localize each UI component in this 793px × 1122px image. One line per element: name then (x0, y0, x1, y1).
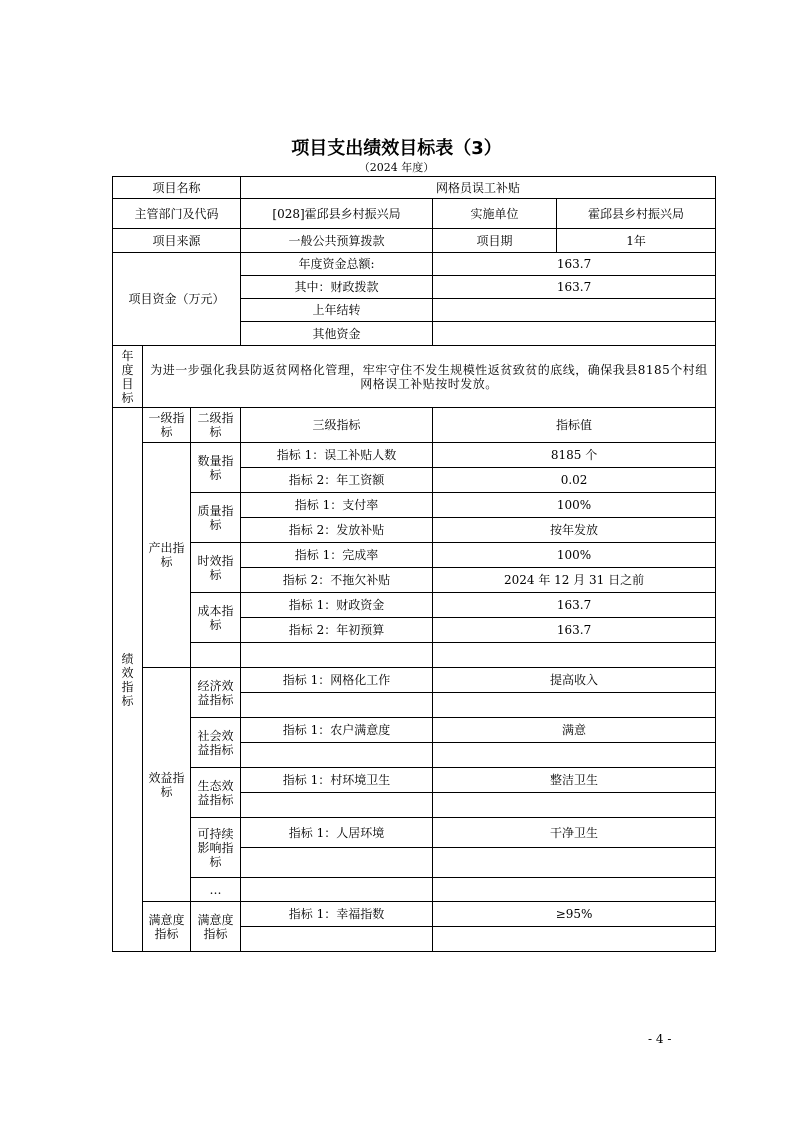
goal-label: 年度目标 (113, 346, 143, 408)
indicator-name: 指标 2：年工资额 (241, 468, 433, 493)
indicator-value: 8185 个 (433, 443, 716, 468)
indicator-value: 100% (433, 493, 716, 518)
indicator-value: 0.02 (433, 468, 716, 493)
indicator-name: 指标 1：人居环境 (241, 818, 433, 848)
source-value: 一般公共预算拨款 (241, 229, 433, 253)
output-label: 产出指标 (143, 443, 191, 668)
project-name-value: 网格员误工补贴 (241, 177, 716, 199)
indicator-name: 指标 1：完成率 (241, 543, 433, 568)
indicator-value: 整洁卫生 (433, 768, 716, 793)
benefit-label: 效益指标 (143, 668, 191, 902)
source-label: 项目来源 (113, 229, 241, 253)
impl-value: 霍邱县乡村振兴局 (557, 199, 716, 229)
header-level2: 二级指标 (191, 408, 241, 443)
cat-economic: 经济效益指标 (191, 668, 241, 718)
indicator-name: 指标 1：误工补贴人数 (241, 443, 433, 468)
indicator-value: 163.7 (433, 593, 716, 618)
empty-cell (241, 793, 433, 818)
page-title: 项目支出绩效目标表（3） (291, 138, 502, 159)
header-level1: 一级指标 (143, 408, 191, 443)
funds-carry-label: 上年结转 (241, 299, 433, 322)
cat-satisfaction: 满意度指标 (191, 902, 241, 952)
indicator-name: 指标 1：村环境卫生 (241, 768, 433, 793)
empty-cell (241, 693, 433, 718)
funds-carry-value (433, 299, 716, 322)
header-level3: 三级指标 (241, 408, 433, 443)
funds-fiscal-value: 163.7 (433, 276, 716, 299)
cat-quality: 质量指标 (191, 493, 241, 543)
cat-sustain: 可持续影响指标 (191, 818, 241, 878)
cat-timeliness: 时效指标 (191, 543, 241, 593)
empty-cell (433, 643, 716, 668)
empty-cell (433, 693, 716, 718)
empty-cell (241, 643, 433, 668)
indicator-value: 100% (433, 543, 716, 568)
empty-cell (433, 927, 716, 952)
indicator-value: 干净卫生 (433, 818, 716, 848)
period-value: 1年 (557, 229, 716, 253)
funds-total-value: 163.7 (433, 253, 716, 276)
funds-label: 项目资金（万元） (113, 253, 241, 346)
cat-cost: 成本指标 (191, 593, 241, 643)
cat-eco: 生态效益指标 (191, 768, 241, 818)
empty-cell (241, 743, 433, 768)
indicator-value: 2024 年 12 月 31 日之前 (433, 568, 716, 593)
funds-fiscal-label: 其中：财政拨款 (241, 276, 433, 299)
indicator-name: 指标 2：发放补贴 (241, 518, 433, 543)
satisfaction-label: 满意度指标 (143, 902, 191, 952)
empty-cell (433, 848, 716, 878)
impl-label: 实施单位 (433, 199, 557, 229)
cat-quantity: 数量指标 (191, 443, 241, 493)
empty-cell (241, 878, 433, 902)
period-label: 项目期 (433, 229, 557, 253)
cat-social: 社会效益指标 (191, 718, 241, 768)
header-value: 指标值 (433, 408, 716, 443)
indicator-name: 指标 2：年初预算 (241, 618, 433, 643)
indicator-name: 指标 1：支付率 (241, 493, 433, 518)
indicator-name: 指标 2：不拖欠补贴 (241, 568, 433, 593)
funds-other-value (433, 322, 716, 346)
perf-label: 绩效指标 (113, 408, 143, 952)
project-name-label: 项目名称 (113, 177, 241, 199)
indicator-name: 指标 1：财政资金 (241, 593, 433, 618)
indicator-value: 163.7 (433, 618, 716, 643)
goal-text: 为进一步强化我县防返贫网格化管理，牢牢守住不发生规模性返贫致贫的底线，确保我县8185个村组网格误工补贴按时发放。 (143, 346, 716, 408)
empty-cell (433, 743, 716, 768)
indicator-name: 指标 1：幸福指数 (241, 902, 433, 927)
funds-total-label: 年度资金总额: (241, 253, 433, 276)
page-subtitle: （2024 年度） (358, 161, 435, 174)
empty-cell (241, 927, 433, 952)
page-number: - 4 - (648, 1032, 672, 1046)
indicator-name: 指标 1：农户满意度 (241, 718, 433, 743)
indicator-value: 提高收入 (433, 668, 716, 693)
funds-other-label: 其他资金 (241, 322, 433, 346)
indicator-value: ≥95% (433, 902, 716, 927)
empty-cell (433, 793, 716, 818)
empty-cell (433, 878, 716, 902)
dept-value: [028]霍邱县乡村振兴局 (241, 199, 433, 229)
performance-table (112, 176, 716, 952)
indicator-name: 指标 1：网格化工作 (241, 668, 433, 693)
dept-label: 主管部门及代码 (113, 199, 241, 229)
indicator-value: 满意 (433, 718, 716, 743)
cat-ellipsis: … (191, 878, 241, 902)
empty-cell (191, 643, 241, 668)
empty-cell (241, 848, 433, 878)
indicator-value: 按年发放 (433, 518, 716, 543)
